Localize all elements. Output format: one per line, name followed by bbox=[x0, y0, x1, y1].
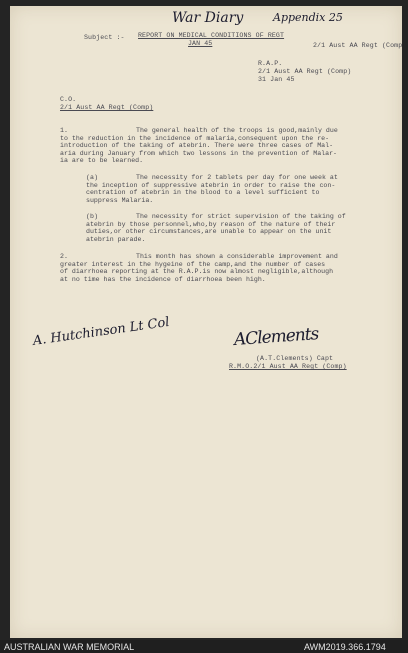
signature: AClements bbox=[233, 324, 319, 350]
para2-line: of diarrhoea reporting at the R.A.P.is now almost negligible,although bbox=[60, 268, 334, 276]
para-b-line: atebrin parade. bbox=[86, 235, 146, 243]
para1-line: introduction of the taking of atebrin. There were three cases of Mal- bbox=[60, 142, 334, 150]
war-diary-annotation: War Diary bbox=[172, 10, 244, 26]
para2-text bbox=[60, 253, 338, 283]
subject-line-2: JAN 45 bbox=[188, 40, 213, 47]
para-b-number: (b) bbox=[86, 213, 99, 220]
para1-line: The general health of the troops is good,mainly due bbox=[136, 127, 338, 134]
para-a-line: The necessity for 2 tablets per day for one week at bbox=[136, 174, 338, 181]
subject-line-1: REPORT ON MEDICAL CONDITIONS OF REGT bbox=[138, 32, 285, 39]
para-a-text bbox=[86, 174, 338, 204]
signature-name: (A.T.Clements) Capt bbox=[256, 355, 334, 362]
para1-line: ia are to be learned. bbox=[60, 157, 144, 165]
para-b-line: The necessity for strict supervision of the taking of bbox=[136, 213, 346, 220]
para1-line: to the reduction in the incidence of malaria,consequent upon the re- bbox=[60, 134, 330, 142]
para2-line: This month has shown a considerable improvement and bbox=[136, 253, 338, 260]
subject-label: Subject :- bbox=[84, 34, 125, 41]
left-signature: A. Hutchinson Lt Col bbox=[31, 314, 171, 349]
para2-number: 2. bbox=[60, 253, 69, 260]
signature-title: R.M.O.2/1 Aust AA Regt (Comp) bbox=[229, 363, 347, 370]
from-date: 31 Jan 45 bbox=[258, 76, 295, 83]
para1-line: aria during January from which two lessons in the prevention of Malar- bbox=[60, 149, 337, 157]
appendix-annotation: Appendix 25 bbox=[273, 11, 343, 24]
para-b-line: atebrin by those personnel,who,by reason of the nature of their bbox=[86, 220, 336, 228]
unit-header: 2/1 Aust AA Regt (Comp bbox=[313, 42, 403, 49]
footer-accession: AWM2019.366.1794 bbox=[304, 642, 386, 652]
para-b-line: duties,or other circumstances,are unable to appear on the unit bbox=[86, 228, 332, 236]
para-a-line: the inception of suppressive atebrin in order to raise the con- bbox=[86, 181, 336, 189]
para1-text bbox=[60, 127, 338, 165]
para-a-line: centration of atebrin in the blood to a level sufficient to bbox=[86, 189, 320, 197]
para2-line: at no time has the incidence of diarrhoea been high. bbox=[60, 275, 266, 283]
to-line-1: C.O. bbox=[60, 96, 77, 103]
to-line-2: 2/1 Aust AA Regt (Comp) bbox=[60, 104, 154, 111]
from-line-1: R.A.P. bbox=[258, 60, 283, 67]
para-a-line: suppress Malaria. bbox=[86, 196, 154, 204]
footer-source: AUSTRALIAN WAR MEMORIAL bbox=[4, 642, 135, 652]
para-a-number: (a) bbox=[86, 174, 99, 181]
para1-number: 1. bbox=[60, 127, 69, 134]
para2-line: greater interest in the hygeine of the camp,and the number of cases bbox=[60, 260, 326, 268]
from-line-2: 2/1 Aust AA Regt (Comp) bbox=[258, 68, 352, 75]
para-b-text bbox=[86, 213, 346, 243]
